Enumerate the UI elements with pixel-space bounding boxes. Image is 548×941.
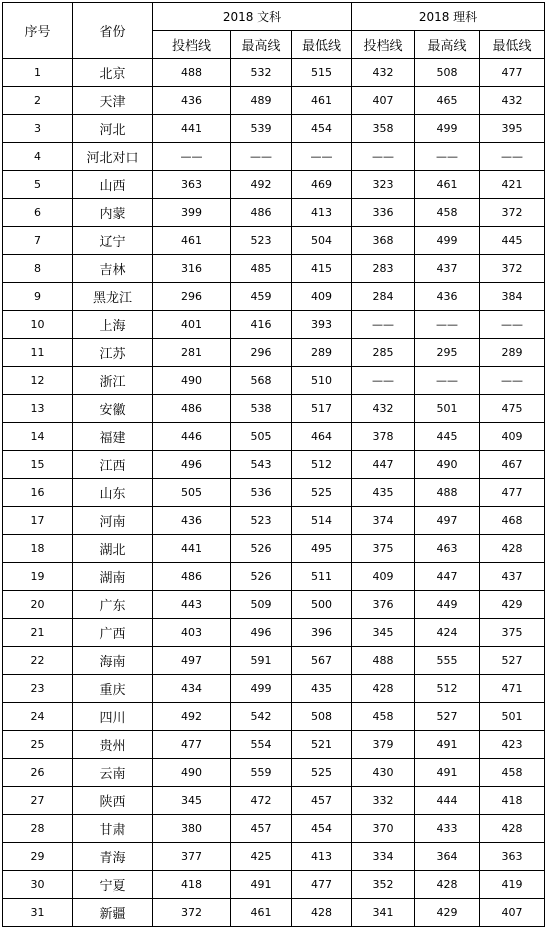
cell-li-min: 429 xyxy=(480,591,545,619)
cell-li-toudang: —— xyxy=(352,367,415,395)
cell-li-toudang: 336 xyxy=(352,199,415,227)
header-li-toudang: 投档线 xyxy=(352,31,415,59)
row-province: 海南 xyxy=(73,647,153,675)
cell-wen-max: 472 xyxy=(231,787,292,815)
cell-wen-toudang: 441 xyxy=(153,535,231,563)
table-row xyxy=(3,787,545,815)
header-li-min: 最低线 xyxy=(480,31,545,59)
cell-li-max: 436 xyxy=(415,283,480,311)
cell-wen-max: 486 xyxy=(231,199,292,227)
table-row xyxy=(3,899,545,927)
table-row xyxy=(3,143,545,171)
cell-wen-toudang: 486 xyxy=(153,395,231,423)
cell-li-min: 363 xyxy=(480,843,545,871)
cell-wen-min: 521 xyxy=(292,731,352,759)
row-seq: 24 xyxy=(3,703,73,731)
row-seq: 10 xyxy=(3,311,73,339)
cell-li-max: 447 xyxy=(415,563,480,591)
row-province: 广西 xyxy=(73,619,153,647)
row-province: 山东 xyxy=(73,479,153,507)
cell-wen-min: 504 xyxy=(292,227,352,255)
row-province: 福建 xyxy=(73,423,153,451)
table-row xyxy=(3,311,545,339)
row-seq: 1 xyxy=(3,59,73,87)
cell-wen-min: 409 xyxy=(292,283,352,311)
table-row xyxy=(3,871,545,899)
header-seq: 序号 xyxy=(3,3,73,59)
cell-li-toudang: 352 xyxy=(352,871,415,899)
table-row xyxy=(3,507,545,535)
cell-wen-toudang: 446 xyxy=(153,423,231,451)
cell-wen-min: 413 xyxy=(292,843,352,871)
row-province: 湖南 xyxy=(73,563,153,591)
row-province: 甘肃 xyxy=(73,815,153,843)
cell-wen-max: 539 xyxy=(231,115,292,143)
cell-wen-max: 491 xyxy=(231,871,292,899)
cell-wen-toudang: 403 xyxy=(153,619,231,647)
table-row xyxy=(3,115,545,143)
row-province: 河北对口 xyxy=(73,143,153,171)
cell-li-min: 437 xyxy=(480,563,545,591)
row-seq: 30 xyxy=(3,871,73,899)
table-row xyxy=(3,451,545,479)
cell-li-max: —— xyxy=(415,143,480,171)
row-province: 上海 xyxy=(73,311,153,339)
table-row xyxy=(3,843,545,871)
table-row xyxy=(3,647,545,675)
cell-wen-min: 454 xyxy=(292,115,352,143)
cell-li-max: 428 xyxy=(415,871,480,899)
cell-wen-min: 413 xyxy=(292,199,352,227)
row-seq: 18 xyxy=(3,535,73,563)
cell-li-max: 512 xyxy=(415,675,480,703)
table-row xyxy=(3,759,545,787)
cell-li-max: 433 xyxy=(415,815,480,843)
cell-wen-toudang: 490 xyxy=(153,367,231,395)
cell-li-toudang: 283 xyxy=(352,255,415,283)
cell-li-min: 395 xyxy=(480,115,545,143)
score-table xyxy=(2,2,545,927)
table-row xyxy=(3,59,545,87)
cell-li-max: 444 xyxy=(415,787,480,815)
cell-li-max: 449 xyxy=(415,591,480,619)
cell-li-min: 418 xyxy=(480,787,545,815)
cell-wen-max: 509 xyxy=(231,591,292,619)
cell-wen-max: 523 xyxy=(231,227,292,255)
cell-li-toudang: 358 xyxy=(352,115,415,143)
cell-li-toudang: 374 xyxy=(352,507,415,535)
table-row xyxy=(3,703,545,731)
cell-li-min: 372 xyxy=(480,199,545,227)
row-seq: 27 xyxy=(3,787,73,815)
cell-wen-min: 500 xyxy=(292,591,352,619)
row-seq: 29 xyxy=(3,843,73,871)
table-row xyxy=(3,563,545,591)
table-row xyxy=(3,199,545,227)
cell-wen-max: 461 xyxy=(231,899,292,927)
cell-wen-max: 296 xyxy=(231,339,292,367)
cell-li-max: 295 xyxy=(415,339,480,367)
cell-li-toudang: 488 xyxy=(352,647,415,675)
table-row xyxy=(3,339,545,367)
cell-li-toudang: 447 xyxy=(352,451,415,479)
row-seq: 9 xyxy=(3,283,73,311)
header-province: 省份 xyxy=(73,3,153,59)
row-seq: 11 xyxy=(3,339,73,367)
row-seq: 28 xyxy=(3,815,73,843)
cell-li-max: 458 xyxy=(415,199,480,227)
cell-wen-toudang: 436 xyxy=(153,507,231,535)
cell-li-min: 428 xyxy=(480,535,545,563)
cell-wen-max: 532 xyxy=(231,59,292,87)
cell-li-min: 419 xyxy=(480,871,545,899)
cell-wen-toudang: 345 xyxy=(153,787,231,815)
row-province: 河南 xyxy=(73,507,153,535)
row-province: 江苏 xyxy=(73,339,153,367)
cell-wen-min: —— xyxy=(292,143,352,171)
cell-wen-max: 489 xyxy=(231,87,292,115)
cell-wen-toudang: 486 xyxy=(153,563,231,591)
cell-li-toudang: 284 xyxy=(352,283,415,311)
cell-wen-max: —— xyxy=(231,143,292,171)
cell-li-toudang: 378 xyxy=(352,423,415,451)
cell-wen-max: 505 xyxy=(231,423,292,451)
cell-li-toudang: 332 xyxy=(352,787,415,815)
row-province: 黑龙江 xyxy=(73,283,153,311)
cell-li-max: 497 xyxy=(415,507,480,535)
cell-wen-max: 559 xyxy=(231,759,292,787)
cell-li-toudang: 368 xyxy=(352,227,415,255)
cell-li-max: 501 xyxy=(415,395,480,423)
cell-li-max: 527 xyxy=(415,703,480,731)
cell-li-toudang: 341 xyxy=(352,899,415,927)
header-wen-toudang: 投档线 xyxy=(153,31,231,59)
header-li-group: 2018 理科 xyxy=(352,3,545,31)
row-province: 青海 xyxy=(73,843,153,871)
cell-wen-toudang: 434 xyxy=(153,675,231,703)
cell-wen-max: 523 xyxy=(231,507,292,535)
cell-li-min: 467 xyxy=(480,451,545,479)
cell-li-min: 477 xyxy=(480,479,545,507)
cell-wen-max: 457 xyxy=(231,815,292,843)
table-row xyxy=(3,619,545,647)
cell-li-max: 424 xyxy=(415,619,480,647)
row-seq: 25 xyxy=(3,731,73,759)
cell-wen-toudang: 281 xyxy=(153,339,231,367)
cell-li-min: 372 xyxy=(480,255,545,283)
cell-wen-min: 508 xyxy=(292,703,352,731)
row-seq: 19 xyxy=(3,563,73,591)
row-province: 湖北 xyxy=(73,535,153,563)
row-province: 山西 xyxy=(73,171,153,199)
cell-li-toudang: 375 xyxy=(352,535,415,563)
cell-wen-min: 517 xyxy=(292,395,352,423)
row-seq: 8 xyxy=(3,255,73,283)
cell-li-min: 527 xyxy=(480,647,545,675)
row-province: 贵州 xyxy=(73,731,153,759)
cell-wen-toudang: 505 xyxy=(153,479,231,507)
cell-wen-max: 568 xyxy=(231,367,292,395)
table-row xyxy=(3,255,545,283)
cell-li-max: —— xyxy=(415,311,480,339)
cell-li-toudang: 376 xyxy=(352,591,415,619)
cell-wen-min: 461 xyxy=(292,87,352,115)
cell-wen-min: 289 xyxy=(292,339,352,367)
cell-wen-min: 415 xyxy=(292,255,352,283)
cell-li-max: 461 xyxy=(415,171,480,199)
cell-wen-toudang: 477 xyxy=(153,731,231,759)
cell-li-toudang: 285 xyxy=(352,339,415,367)
row-province: 天津 xyxy=(73,87,153,115)
cell-li-toudang: 323 xyxy=(352,171,415,199)
cell-wen-toudang: 380 xyxy=(153,815,231,843)
cell-li-max: 429 xyxy=(415,899,480,927)
cell-wen-max: 542 xyxy=(231,703,292,731)
cell-wen-toudang: 436 xyxy=(153,87,231,115)
row-province: 浙江 xyxy=(73,367,153,395)
cell-li-min: 477 xyxy=(480,59,545,87)
cell-wen-max: 526 xyxy=(231,535,292,563)
cell-wen-min: 396 xyxy=(292,619,352,647)
row-seq: 4 xyxy=(3,143,73,171)
cell-li-min: 407 xyxy=(480,899,545,927)
cell-wen-toudang: 490 xyxy=(153,759,231,787)
cell-wen-max: 554 xyxy=(231,731,292,759)
cell-li-min: 375 xyxy=(480,619,545,647)
table-row xyxy=(3,283,545,311)
cell-wen-min: 525 xyxy=(292,759,352,787)
row-province: 陕西 xyxy=(73,787,153,815)
table-row xyxy=(3,535,545,563)
cell-wen-max: 543 xyxy=(231,451,292,479)
cell-li-toudang: 409 xyxy=(352,563,415,591)
cell-li-min: 409 xyxy=(480,423,545,451)
table-row xyxy=(3,815,545,843)
cell-wen-min: 515 xyxy=(292,59,352,87)
table-row xyxy=(3,171,545,199)
cell-wen-toudang: 441 xyxy=(153,115,231,143)
cell-li-min: 475 xyxy=(480,395,545,423)
cell-wen-max: 459 xyxy=(231,283,292,311)
cell-li-toudang: 432 xyxy=(352,395,415,423)
cell-wen-min: 510 xyxy=(292,367,352,395)
cell-wen-toudang: 497 xyxy=(153,647,231,675)
cell-wen-min: 512 xyxy=(292,451,352,479)
cell-wen-max: 485 xyxy=(231,255,292,283)
table-row xyxy=(3,367,545,395)
cell-li-toudang: 432 xyxy=(352,59,415,87)
row-province: 江西 xyxy=(73,451,153,479)
cell-wen-max: 499 xyxy=(231,675,292,703)
cell-li-toudang: 370 xyxy=(352,815,415,843)
cell-wen-toudang: 399 xyxy=(153,199,231,227)
cell-wen-toudang: 418 xyxy=(153,871,231,899)
cell-wen-toudang: —— xyxy=(153,143,231,171)
cell-li-min: 384 xyxy=(480,283,545,311)
cell-wen-toudang: 492 xyxy=(153,703,231,731)
cell-wen-max: 496 xyxy=(231,619,292,647)
row-province: 广东 xyxy=(73,591,153,619)
cell-wen-toudang: 443 xyxy=(153,591,231,619)
cell-li-max: 364 xyxy=(415,843,480,871)
cell-li-toudang: 407 xyxy=(352,87,415,115)
cell-li-min: —— xyxy=(480,143,545,171)
header-wen-group: 2018 文科 xyxy=(153,3,352,31)
header-wen-min: 最低线 xyxy=(292,31,352,59)
row-province: 安徽 xyxy=(73,395,153,423)
row-province: 内蒙 xyxy=(73,199,153,227)
row-province: 吉林 xyxy=(73,255,153,283)
cell-li-toudang: 345 xyxy=(352,619,415,647)
cell-li-toudang: 430 xyxy=(352,759,415,787)
row-seq: 15 xyxy=(3,451,73,479)
cell-li-max: 490 xyxy=(415,451,480,479)
cell-wen-max: 416 xyxy=(231,311,292,339)
table-row xyxy=(3,591,545,619)
cell-wen-max: 425 xyxy=(231,843,292,871)
cell-li-max: 437 xyxy=(415,255,480,283)
row-seq: 23 xyxy=(3,675,73,703)
cell-li-min: 468 xyxy=(480,507,545,535)
cell-li-min: 432 xyxy=(480,87,545,115)
cell-li-min: 428 xyxy=(480,815,545,843)
cell-wen-max: 536 xyxy=(231,479,292,507)
cell-wen-min: 477 xyxy=(292,871,352,899)
row-seq: 22 xyxy=(3,647,73,675)
row-seq: 17 xyxy=(3,507,73,535)
cell-wen-toudang: 377 xyxy=(153,843,231,871)
row-seq: 5 xyxy=(3,171,73,199)
cell-wen-max: 538 xyxy=(231,395,292,423)
cell-li-min: 501 xyxy=(480,703,545,731)
cell-wen-min: 464 xyxy=(292,423,352,451)
table-row xyxy=(3,87,545,115)
cell-wen-min: 457 xyxy=(292,787,352,815)
cell-wen-toudang: 316 xyxy=(153,255,231,283)
cell-li-max: 499 xyxy=(415,115,480,143)
cell-li-toudang: 334 xyxy=(352,843,415,871)
cell-li-max: 465 xyxy=(415,87,480,115)
cell-li-min: 289 xyxy=(480,339,545,367)
table-row xyxy=(3,227,545,255)
row-province: 北京 xyxy=(73,59,153,87)
cell-wen-min: 454 xyxy=(292,815,352,843)
cell-wen-min: 393 xyxy=(292,311,352,339)
cell-li-max: 445 xyxy=(415,423,480,451)
cell-li-max: —— xyxy=(415,367,480,395)
cell-wen-toudang: 372 xyxy=(153,899,231,927)
header-wen-max: 最高线 xyxy=(231,31,292,59)
cell-li-max: 555 xyxy=(415,647,480,675)
cell-wen-max: 526 xyxy=(231,563,292,591)
row-province: 河北 xyxy=(73,115,153,143)
cell-wen-toudang: 461 xyxy=(153,227,231,255)
table-row xyxy=(3,423,545,451)
row-seq: 6 xyxy=(3,199,73,227)
cell-li-toudang: 379 xyxy=(352,731,415,759)
row-seq: 2 xyxy=(3,87,73,115)
table-row xyxy=(3,731,545,759)
row-province: 重庆 xyxy=(73,675,153,703)
cell-wen-toudang: 488 xyxy=(153,59,231,87)
cell-wen-min: 495 xyxy=(292,535,352,563)
cell-li-min: 423 xyxy=(480,731,545,759)
row-seq: 12 xyxy=(3,367,73,395)
cell-li-max: 499 xyxy=(415,227,480,255)
cell-li-min: 445 xyxy=(480,227,545,255)
cell-li-toudang: —— xyxy=(352,311,415,339)
cell-wen-min: 525 xyxy=(292,479,352,507)
cell-li-toudang: 435 xyxy=(352,479,415,507)
cell-wen-toudang: 296 xyxy=(153,283,231,311)
table-row xyxy=(3,675,545,703)
row-province: 云南 xyxy=(73,759,153,787)
cell-li-min: 458 xyxy=(480,759,545,787)
cell-wen-toudang: 363 xyxy=(153,171,231,199)
cell-li-min: —— xyxy=(480,367,545,395)
cell-li-max: 463 xyxy=(415,535,480,563)
cell-li-min: —— xyxy=(480,311,545,339)
score-table-body xyxy=(3,3,545,927)
cell-li-min: 471 xyxy=(480,675,545,703)
cell-wen-min: 511 xyxy=(292,563,352,591)
cell-li-max: 491 xyxy=(415,759,480,787)
cell-li-max: 488 xyxy=(415,479,480,507)
row-province: 宁夏 xyxy=(73,871,153,899)
row-province: 四川 xyxy=(73,703,153,731)
row-seq: 16 xyxy=(3,479,73,507)
cell-li-toudang: 458 xyxy=(352,703,415,731)
cell-wen-min: 567 xyxy=(292,647,352,675)
cell-li-toudang: 428 xyxy=(352,675,415,703)
row-province: 辽宁 xyxy=(73,227,153,255)
cell-li-min: 421 xyxy=(480,171,545,199)
score-table-container xyxy=(2,2,545,927)
table-row xyxy=(3,395,545,423)
row-seq: 14 xyxy=(3,423,73,451)
cell-wen-min: 428 xyxy=(292,899,352,927)
table-row xyxy=(3,479,545,507)
cell-li-max: 491 xyxy=(415,731,480,759)
header-row-groups xyxy=(3,3,545,31)
cell-wen-min: 435 xyxy=(292,675,352,703)
cell-li-toudang: —— xyxy=(352,143,415,171)
row-seq: 7 xyxy=(3,227,73,255)
row-seq: 13 xyxy=(3,395,73,423)
cell-wen-max: 492 xyxy=(231,171,292,199)
cell-wen-max: 591 xyxy=(231,647,292,675)
row-seq: 20 xyxy=(3,591,73,619)
row-seq: 26 xyxy=(3,759,73,787)
cell-wen-min: 469 xyxy=(292,171,352,199)
row-province: 新疆 xyxy=(73,899,153,927)
cell-wen-toudang: 401 xyxy=(153,311,231,339)
cell-wen-toudang: 496 xyxy=(153,451,231,479)
row-seq: 3 xyxy=(3,115,73,143)
header-li-max: 最高线 xyxy=(415,31,480,59)
cell-li-max: 508 xyxy=(415,59,480,87)
row-seq: 21 xyxy=(3,619,73,647)
cell-wen-min: 514 xyxy=(292,507,352,535)
row-seq: 31 xyxy=(3,899,73,927)
